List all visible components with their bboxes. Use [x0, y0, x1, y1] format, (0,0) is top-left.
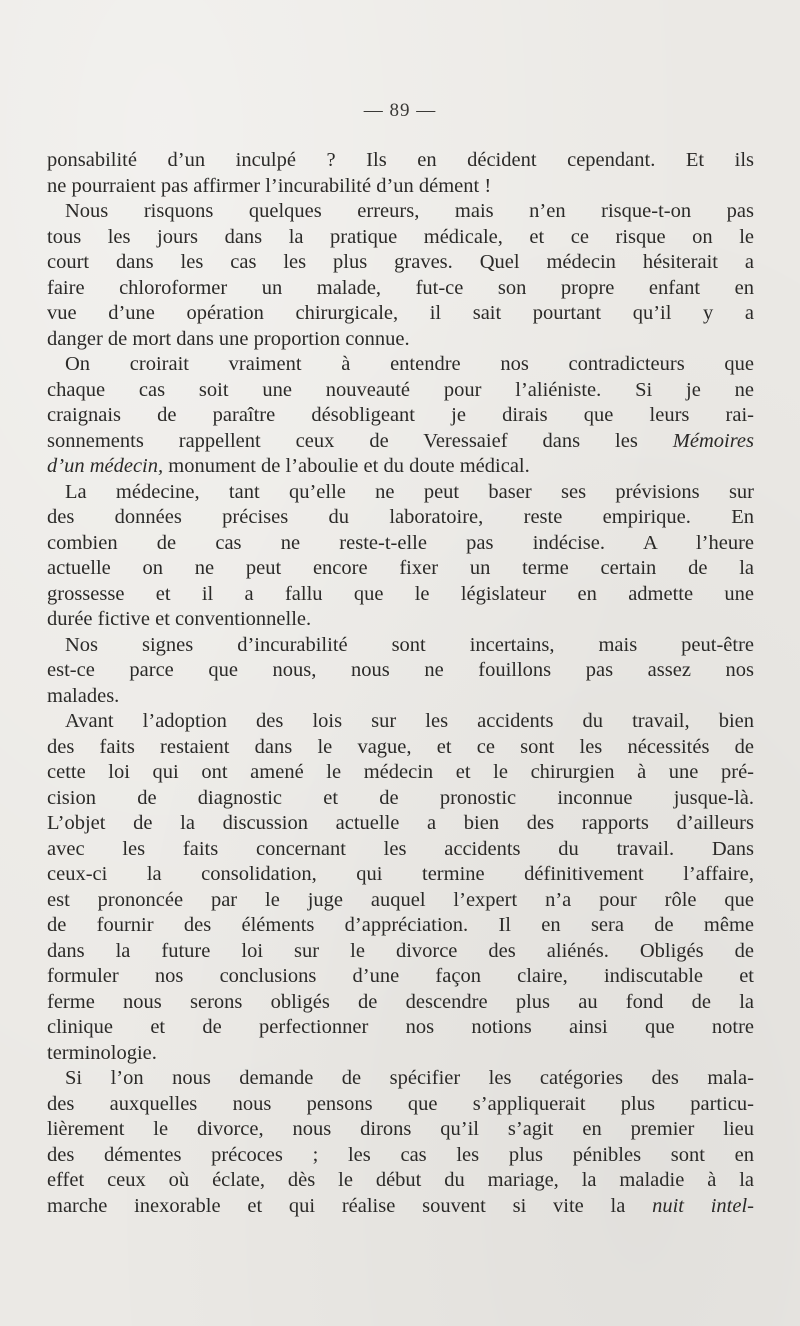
- text-line: L’objet de la discussion actuelle a bien des rapports d’ailleurs: [47, 812, 754, 834]
- text-line: tous les jours dans la pratique médicale, et ce risque on le: [47, 225, 754, 248]
- italic-text: Mémoires: [672, 429, 754, 452]
- text-line: terminologie.: [47, 1041, 157, 1064]
- text-line: dans la future loi sur le divorce des aliénés. Obligés de: [47, 939, 754, 962]
- text-line: grossesse et il a fallu que le législateur en admette une: [47, 582, 754, 605]
- text-line: vue d’une opération chirurgicale, il sait pourtant qu’il y a: [47, 302, 754, 324]
- text-line: d’un médecin, monument de l’aboulie et du doute médical.: [47, 455, 530, 477]
- text-line: de fournir des éléments d’appréciation. Il en sera de même: [47, 914, 754, 936]
- text-line: craignais de paraître désobligeant je dirais que leurs rai-: [47, 404, 754, 426]
- text-line: des auxquelles nous pensons que s’appliquerait plus particu-: [47, 1092, 754, 1115]
- text-line: malades.: [47, 684, 120, 707]
- italic-text: d’un médecin,: [47, 455, 164, 477]
- text-line: ferme nous serons obligés de descendre plus au fond de la: [47, 990, 754, 1013]
- text-line: est-ce parce que nous, nous ne fouillons pas assez nos: [47, 659, 754, 681]
- text-line: clinique et de perfectionner nos notions ainsi que notre: [47, 1016, 754, 1038]
- text-line: Nos signes d’incurabilité sont incertains, mais peut-être: [65, 633, 754, 656]
- text-line: combien de cas ne reste-t-elle pas indécise. A l’heure: [47, 531, 754, 554]
- text-line: cette loi qui ont amené le médecin et le chirurgien à une pré-: [47, 761, 754, 783]
- text-line: danger de mort dans une proportion connue.: [47, 327, 410, 350]
- text-line: La médecine, tant qu’elle ne peut baser ses prévisions sur: [65, 480, 754, 503]
- text-line: ceux-ci la consolidation, qui termine définitivement l’affaire,: [47, 863, 754, 885]
- text-line: chaque cas soit une nouveauté pour l’aliéniste. Si je ne: [47, 378, 754, 401]
- page-number: — 89 —: [363, 100, 437, 121]
- text-line: On croirait vraiment à entendre nos contradicteurs que: [65, 353, 754, 375]
- text-line: actuelle on ne peut encore fixer un terme certain de la: [47, 557, 754, 579]
- text-line: avec les faits concernant les accidents du travail. Dans: [47, 837, 754, 860]
- text-line: ponsabilité d’un inculpé ? Ils en décident cependant. Et ils: [47, 149, 754, 171]
- text-line: des données précises du laboratoire, reste empirique. En: [47, 506, 754, 528]
- text-line: lièrement le divorce, nous dirons qu’il s’agit en premier lieu: [47, 1118, 754, 1140]
- text-line: court dans les cas les plus graves. Quel médecin hésiterait a: [47, 251, 754, 273]
- text-line: sonnements rappellent ceux de Veressaief dans les Mémoires: [47, 429, 754, 452]
- text-line: Nous risquons quelques erreurs, mais n’en risque-t-on pas: [65, 200, 754, 222]
- text-line: marche inexorable et qui réalise souvent si vite la nuit intel-: [47, 1194, 755, 1217]
- text-line: ne pourraient pas affirmer l’incurabilité d’un dément !: [47, 174, 492, 197]
- text-line: des démentes précoces ; les cas les plus pénibles sont en: [47, 1143, 754, 1166]
- text-line: faire chloroformer un malade, fut-ce son propre enfant en: [47, 276, 754, 299]
- text-line: des faits restaient dans le vague, et ce sont les nécessités de: [47, 735, 754, 758]
- text-line: effet ceux où éclate, dès le début du mariage, la maladie à la: [47, 1169, 754, 1191]
- text-line: durée fictive et conventionnelle.: [47, 608, 312, 630]
- italic-text: nuit intel-: [652, 1194, 755, 1217]
- text-line: formuler nos conclusions d’une façon claire, indiscutable et: [47, 965, 754, 987]
- text-line: Avant l’adoption des lois sur les accidents du travail, bien: [65, 710, 754, 732]
- text-line: est prononcée par le juge auquel l’expert n’a pour rôle que: [47, 888, 754, 911]
- text-line: Si l’on nous demande de spécifier les catégories des mala-: [65, 1067, 754, 1089]
- text-line: cision de diagnostic et de pronostic inconnue jusque-là.: [47, 786, 754, 809]
- body-text: [47, 148, 754, 1219]
